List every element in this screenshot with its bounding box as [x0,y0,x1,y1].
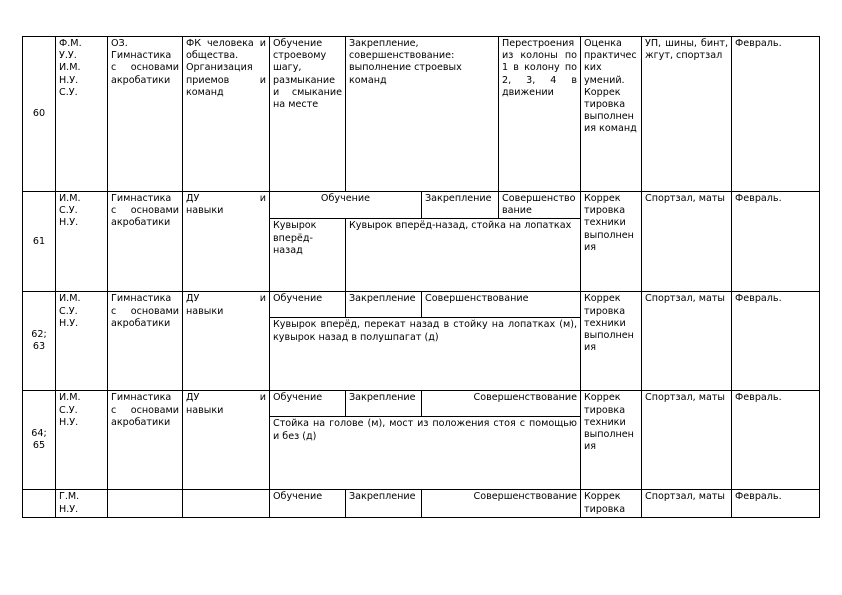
month-cell: Февраль. [732,391,820,490]
students-cell: И.М. С.У. Н.У. [56,192,108,292]
knowledge-cell [183,292,270,391]
knowledge-a: ДУ [186,392,200,404]
equipment-cell: Спортзал, маты [642,192,732,292]
lesson-number: 61 [23,192,56,292]
lesson-number: 64; 65 [23,391,56,490]
knowledge-a: ДУ [186,293,200,305]
section-cell: Гимнастика с основами акробатики [108,292,183,391]
header-learning: Обучение [270,391,346,417]
header-learning: Обучение [270,192,422,219]
header-improvement: Закрепление [346,391,422,417]
assessment-cell: Оценка практических умений. Коррек тировка выполнения команд [581,37,642,192]
table-row [23,192,820,219]
knowledge-cell [183,391,270,490]
equipment-cell: Спортзал, маты [642,490,732,518]
month-cell: Февраль. [732,37,820,192]
header-perfection: Совершенствование [422,292,581,318]
knowledge-b: и [259,293,266,305]
knowledge-c: навыки [186,305,224,317]
learning-cell: Кувырок вперёд-назад [270,219,346,292]
students-cell: Г.М. Н.У. [56,490,108,518]
table-row [23,490,820,518]
lesson-plan-table [22,36,820,518]
header-learning: Обучение [270,490,346,518]
assessment-cell: Коррек тировка техники выполнения [581,192,642,292]
equipment-cell: УП, шины, бинт, жгут, спортзал [642,37,732,192]
knowledge-b: и [259,193,266,204]
assessment-cell: Коррек тировка [581,490,642,518]
month-cell: Февраль. [732,192,820,292]
knowledge-cell [183,490,270,518]
table-row [23,391,820,417]
knowledge-cell [183,192,270,292]
lesson-number: 60 [23,37,56,192]
header-perfection: Совершенствование [499,192,581,219]
equipment-cell: Спортзал, маты [642,292,732,391]
section-cell: ОЗ. Гимнастика с основами акробатики [108,37,183,192]
learning-cell: Обучение строевому шагу, размыкание и смыкание на месте [270,37,346,192]
knowledge-cell: ФК человека и общества. Организация приемов и команд [183,37,270,192]
students-cell: Ф.М. У.У. И.М. Н.У. С.У. [56,37,108,192]
month-cell: Февраль. [732,292,820,391]
equipment-cell: Спортзал, маты [642,391,732,490]
content-cell: Кувырок вперёд, перекат назад в стойку на лопатках (м), кувырок назад в полушпагат (д) [270,318,581,391]
assessment-cell: Коррек тировка техники выполнения [581,292,642,391]
knowledge-c: навыки [186,205,224,217]
improvement-cell: Кувырок вперёд-назад, стойка на лопатках [346,219,581,292]
knowledge-b: и [259,392,266,404]
section-cell: Гимнастика с основами акробатики [108,391,183,490]
students-cell: И.М. С.У. Н.У. [56,391,108,490]
students-cell: И.М. С.У. Н.У. [56,292,108,391]
header-learning: Обучение [270,292,346,318]
month-cell: Февраль. [732,490,820,518]
header-improvement: Закрепление [422,192,499,219]
table-row [23,292,820,318]
improvement-cell: Закрепление, совершенствование: выполнение строевых команд [346,37,499,192]
assessment-cell: Коррек тировка техники выполнения [581,391,642,490]
header-improvement: Закрепление [346,292,422,318]
header-improvement: Закрепление [346,490,422,518]
extra-cell: Перестроения из колоны по 1 в колону по 2, 3, 4 в движении [499,37,581,192]
section-cell: Гимнастика с основами акробатики [108,192,183,292]
content-cell: Стойка на голове (м), мост из положения стоя с помощью и без (д) [270,417,581,490]
section-cell [108,490,183,518]
lesson-number [23,490,56,518]
lesson-number: 62; 63 [23,292,56,391]
header-perfection: Совершенствование [422,391,581,417]
knowledge-a: ДУ [186,193,200,204]
table-row [23,37,820,192]
header-perfection: Совершенствование [422,490,581,518]
knowledge-c: навыки [186,404,224,416]
